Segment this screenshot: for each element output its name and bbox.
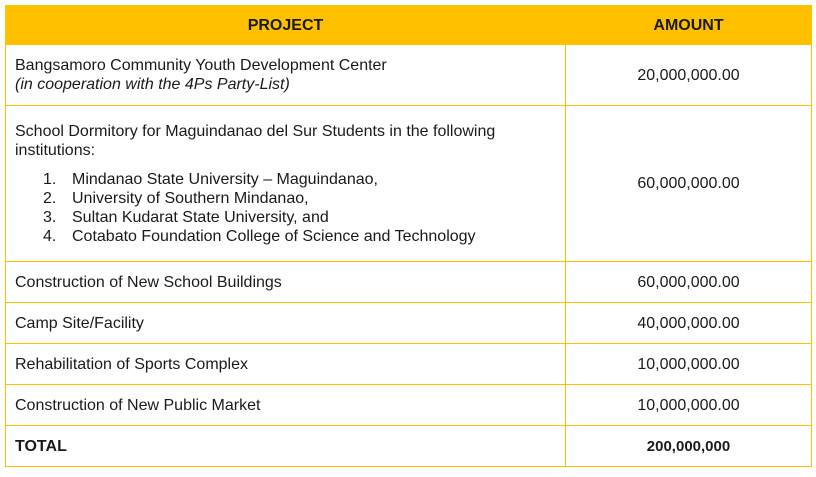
project-cell: Rehabilitation of Sports Complex (6, 344, 566, 385)
list-item-label: Cotabato Foundation College of Science and Technology (72, 227, 476, 245)
header-row (6, 6, 812, 45)
project-cell (6, 106, 566, 262)
amount-cell: 10,000,000.00 (566, 344, 812, 385)
table-row (6, 45, 812, 106)
list-item-number: 1. (43, 170, 57, 188)
list-item-number: 3. (43, 208, 57, 226)
amount-cell: 20,000,000.00 (566, 45, 812, 106)
list-item (15, 227, 556, 246)
table-row (6, 303, 812, 344)
institution-list (15, 170, 556, 246)
amount-cell: 10,000,000.00 (566, 385, 812, 426)
amount-cell: 60,000,000.00 (566, 262, 812, 303)
list-item (15, 189, 556, 208)
table-row (6, 262, 812, 303)
total-row (6, 426, 812, 467)
amount-cell: 40,000,000.00 (566, 303, 812, 344)
table-row (6, 106, 812, 262)
list-item (15, 208, 556, 227)
project-cell: Construction of New School Buildings (6, 262, 566, 303)
project-name: Bangsamoro Community Youth Development Center (15, 57, 387, 74)
project-column-header: PROJECT (6, 6, 566, 45)
total-amount: 200,000,000 (566, 426, 812, 467)
list-item-label: University of Southern Mindanao, (72, 189, 309, 207)
project-cell: Construction of New Public Market (6, 385, 566, 426)
list-item-number: 2. (43, 189, 57, 207)
total-label: TOTAL (6, 426, 566, 467)
amount-cell: 60,000,000.00 (566, 106, 812, 262)
project-cell (6, 45, 566, 106)
list-item-label: Sultan Kudarat State University, and (72, 208, 329, 226)
table-row (6, 385, 812, 426)
list-item-number: 4. (43, 227, 57, 245)
table-row (6, 344, 812, 385)
project-cell: Camp Site/Facility (6, 303, 566, 344)
project-name: School Dormitory for Maguindanao del Sur Students in the following institutions: (15, 122, 496, 159)
list-item-label: Mindanao State University – Maguindanao, (72, 170, 378, 188)
project-budget-table (5, 5, 812, 467)
amount-column-header: AMOUNT (566, 6, 812, 45)
project-budget-table-container (5, 5, 811, 467)
list-item (15, 170, 556, 189)
project-note: (in cooperation with the 4Ps Party-List) (15, 76, 290, 93)
